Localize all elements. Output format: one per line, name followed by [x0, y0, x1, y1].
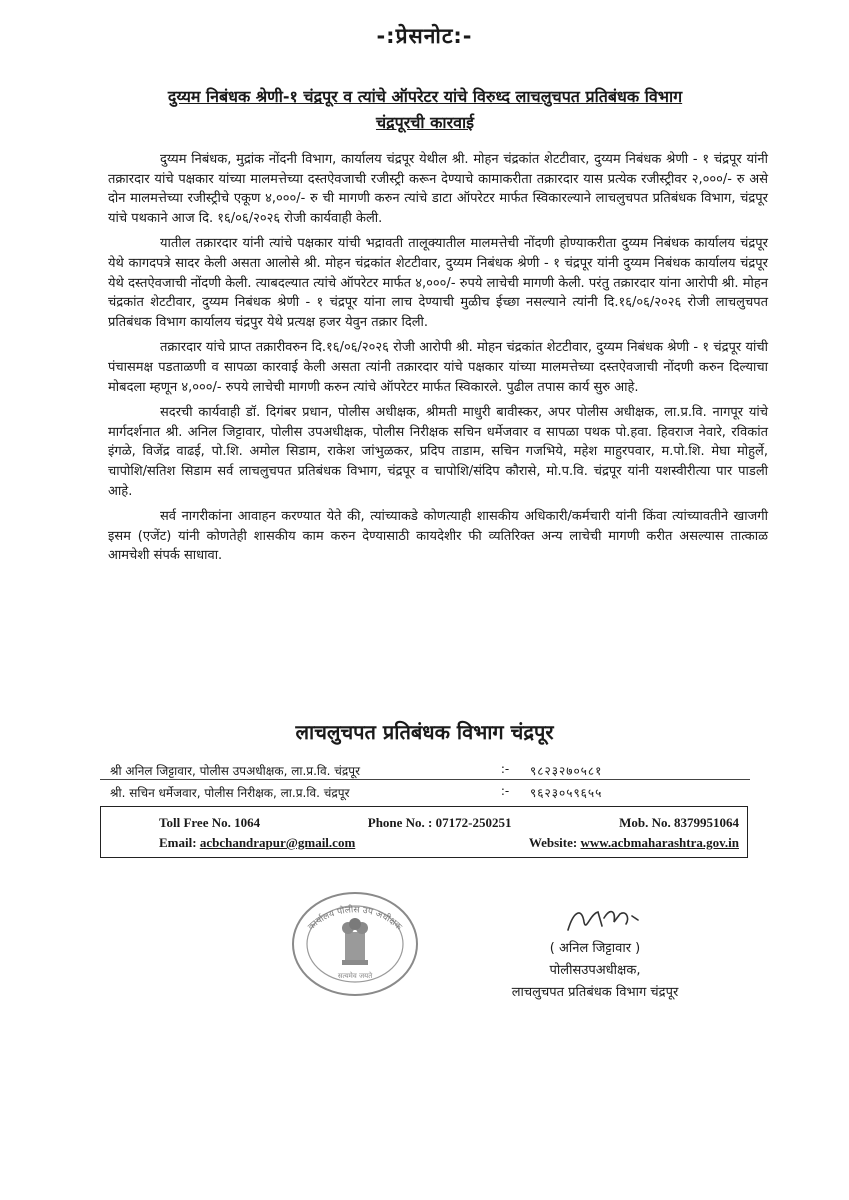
website-label: Website:: [528, 835, 578, 850]
signatory-office: लाचलुचपत प्रतिबंधक विभाग चंद्रपूर: [511, 985, 679, 1000]
seal-text-top: कार्यालय पोलीस उप अधीक्षक: [306, 905, 404, 933]
paragraph: सदरची कार्यवाही डॉ. दिगंबर प्रधान, पोलीस अधीक्षक, श्रीमती माधुरी बावीस्कर, अपर पोलीस अधीक्षक, ला.प्र.वि. नागपूर यांचे मार्गदर्शनात श्री. अनिल जिट्टावार, पोलीस उपअधीक्षक, पोलीस निरीक्षक सचिन धर्मेजवार व सापळा पथक पो.हवा. हिवराज नेवारे, रविकांत इंगळे, विजेंद्र वाढई, पो.शि. अमोल सिडाम, राकेश जांभुळकर, प्रदिप ताडाम, सचिन गजभिये, महेश माहुरपवार, म.पो.शि. मेघा मोहुर्ले, चापोशि/सतिश सिडाम सर्व लाचलुचपत प्रतिबंधक विभाग, चंद्रपूर व चापोशि/संदिप कौरासे, मो.प.वि. चंद्रपूर यांनी यशस्वीरीत्या पार पाडली आहे.: [108, 405, 768, 499]
email-label: Email:: [159, 835, 197, 850]
office-name-heading: लाचलुचपत प्रतिबंधक विभाग चंद्रपूर: [295, 720, 554, 744]
signatory-designation: पोलीसउपअधीक्षक,: [549, 963, 641, 978]
page-title: -:प्रेसनोट:-: [376, 24, 473, 48]
contact-name: श्री. सचिन धर्मेजवार, पोलीस निरीक्षक, ला.प्र.वि. चंद्रपूर: [110, 786, 350, 800]
body-text: [108, 150, 768, 566]
website-link[interactable]: www.acbmaharashtra.gov.in: [580, 835, 739, 850]
paragraph: यातील तक्रारदार यांनी त्यांचे पक्षकार यांची भद्रावती तालूक्यातील मालमत्तेची नोंदणी होण्याकरीता दुय्यम निबंधक कार्यालय चंद्रपूर येथे कागदपत्रे सादर केली असता आलोसे श्री. मोहन चंद्रकांत शेटटीवार, दुय्यम निबंधक श्रेणी - १ चंद्रपूर यांनी दुय्यम निबंधक कार्यालय चंद्रपूर येथे दस्तऐवजाची नोंदणी केली. त्याबदल्यात त्यांचे ऑपरेटर मार्फत ४,०००/- रुपये लाचेची मागणी केली. परंतु तक्रारदार यांना आरोपी श्री. मोहन चंद्रकांत शेटटीवार, दुय्यम निबंधक श्रेणी - १ चंद्रपूर यांना लाच देण्याची मुळीच ईच्छा नसल्याने त्यांनी दि.१६/०६/२०२६ रोजी लाचलुचपत प्रतिबंधक विभाग कार्यालय चंद्रपुर येथे प्रत्यक्ष हजर येवुन तक्रार दिली.: [108, 236, 768, 330]
paragraph: सर्व नागरीकांना आवाहन करण्यात येते की, त्यांच्याकडे कोणत्याही शासकीय अधिकारी/कर्मचारी यांनी किंवा त्यांच्यावतीने खाजगी इसम (एजेंट) यांनी कोणतेही शासकीय काम करुन देण्यासाठी कायदेशीर फी व्यतिरिक्त अन्य लाचेची मागणी करीत असल्यास तात्काळ आमचेशी संपर्क साधावा.: [108, 509, 768, 564]
mobile-number: Mob. No. 8379951064: [619, 815, 739, 830]
email-field: [159, 835, 355, 851]
contact-info-box: [100, 806, 748, 858]
handwritten-signature: [560, 900, 650, 940]
divider: [100, 779, 750, 780]
subject-heading: [60, 84, 790, 136]
contact-name: श्री अनिल जिट्टावार, पोलीस उपअधीक्षक, ला.प्र.वि. चंद्रपूर: [110, 764, 361, 778]
contact-row: [110, 762, 750, 779]
contact-separator: :-: [500, 762, 510, 776]
paragraph: तक्रारदार यांचे प्राप्त तक्रारीवरुन दि.१६/०६/२०२६ रोजी आरोपी श्री. मोहन चंद्रकांत शेटटीवार, दुय्यम निबंधक श्रेणी - १ चंद्रपूर यांची पंचासमक्ष पडताळणी व सापळा कारवाई केली असता त्यांनी तक्रारदार यांचे पक्षकार यांच्या मालमत्तेच्या दस्तऐवजाची नोंदणी करुन दिल्याचा मोबदला म्हणून ४,०००/- रुपये लाचेची मागणी करुन त्यांचे ऑपरेटर मार्फत स्विकारले. पुढील तपास कार्य सुरु आहे.: [108, 340, 768, 395]
seal-text-bottom: सत्यमेव जयते: [337, 972, 373, 980]
contact-phone: ९६२३०५९६५५: [530, 786, 603, 800]
contact-separator: :-: [500, 784, 510, 798]
email-link[interactable]: acbchandrapur@gmail.com: [199, 835, 356, 850]
phone-number: Phone No. : 07172-250251: [367, 815, 512, 830]
website-field: [529, 835, 739, 851]
official-seal-stamp: [290, 890, 420, 998]
contact-phone: ९८२३२७०५८१: [530, 764, 603, 778]
paragraph: दुय्यम निबंधक, मुद्रांक नोंदनी विभाग, कार्यालय चंद्रपूर येथील श्री. मोहन चंद्रकांत शेटटीवार, दुय्यम निबंधक श्रेणी - १ चंद्रपूर यांनी तक्रारदार यांचे पक्षकार यांच्या मालमत्तेच्या दस्तऐवजाची रजीस्ट्री करून देण्याचे कामाकरीता तक्रारदार यास प्रत्येक रजीस्ट्रीवर २,०००/- रु असे दोन मालमत्तेच्या रजीस्ट्रीचे एकूण ४,०००/- रु ची मागणी करुन त्यांचे डाटा ऑपरेटर मार्फत स्विकारल्याने लाचलुचपत प्रतिबंधक विभाग, चंद्रपूर यांचे पथकाने आज दि. १६/०६/२०२६ रोजी कार्यवाही केली.: [108, 152, 768, 226]
contact-row: [110, 784, 750, 801]
signature-block: [470, 938, 720, 1004]
signatory-name: ( अनिल जिट्टावार ): [549, 941, 641, 956]
toll-free-number: Toll Free No. 1064: [159, 815, 261, 830]
subject-line-2: चंद्रपूरची कारवाई: [375, 113, 475, 132]
subject-line-1: दुय्यम निबंधक श्रेणी-१ चंद्रपूर व त्यांचे ऑपरेटर यांचे विरुध्द लाचलुचपत प्रतिबंधक विभाग: [167, 87, 683, 106]
